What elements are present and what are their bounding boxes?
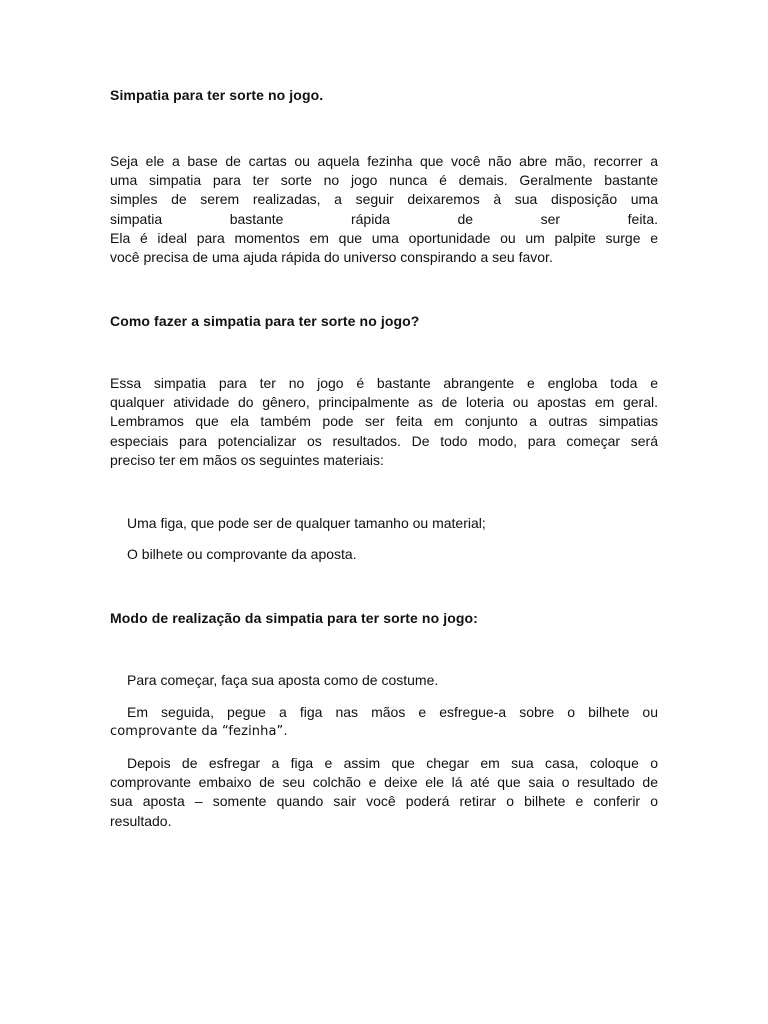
intro-line: Seja ele a base de cartas ou aquela fezinha que você não abre mão, recorrer a — [110, 153, 658, 169]
intro-line: Ela é ideal para momentos em que uma oportunidade ou um palpite surge e — [110, 229, 658, 246]
how-to-line: especiais para potencializar os resultados. De todo modo, para começar será — [110, 432, 658, 449]
how-to-line: qualquer atividade do gênero, principalmente as de loteria ou apostas em geral. — [110, 394, 658, 411]
step-3-line: sua aposta – somente quando sair você poderá retirar o bilhete e conferir o — [110, 793, 658, 810]
how-to-line: preciso ter em mãos os seguintes materiais: — [110, 451, 384, 468]
step-3-line: comprovante embaixo de seu colchão e deixe ele lá até que saia o resultado de — [110, 774, 658, 791]
step-2-line: Em seguida, pegue a figa nas mãos e esfregue-a sobre o bilhete ou — [127, 704, 658, 720]
material-item: Uma figa, que pode ser de qualquer tamanho ou material; — [127, 515, 486, 531]
procedure-step-3 — [110, 754, 658, 831]
intro-paragraph — [110, 152, 658, 267]
intro-line: simples de serem realizadas, a seguir deixaremos à sua disposição uma — [110, 191, 658, 208]
section-heading-how-to: Como fazer a simpatia para ter sorte no jogo? — [110, 313, 420, 329]
step-3-line: resultado. — [110, 812, 172, 829]
step-2-line: comprovante da “fezinha”. — [110, 724, 288, 740]
intro-line: simpatia bastante rápida de ser feita. — [110, 210, 658, 227]
section-heading-procedure: Modo de realização da simpatia para ter sorte no jogo: — [110, 610, 478, 626]
step-3-line: Depois de esfregar a figa e assim que chegar em sua casa, coloque o — [127, 755, 658, 771]
procedure-step-1: Para começar, faça sua aposta como de costume. — [127, 672, 439, 688]
how-to-line: Lembramos que ela também pode ser feita em conjunto a outras simpatias — [110, 413, 658, 430]
how-to-paragraph — [110, 374, 658, 470]
document-title: Simpatia para ter sorte no jogo. — [110, 87, 324, 103]
intro-line: uma simpatia para ter sorte no jogo nunca é demais. Geralmente bastante — [110, 172, 658, 189]
material-item: O bilhete ou comprovante da aposta. — [127, 546, 357, 562]
how-to-line: Essa simpatia para ter no jogo é bastante abrangente e engloba toda e — [110, 375, 658, 391]
procedure-step-2 — [110, 703, 658, 741]
intro-line: você precisa de uma ajuda rápida do universo conspirando a seu favor. — [110, 249, 553, 266]
